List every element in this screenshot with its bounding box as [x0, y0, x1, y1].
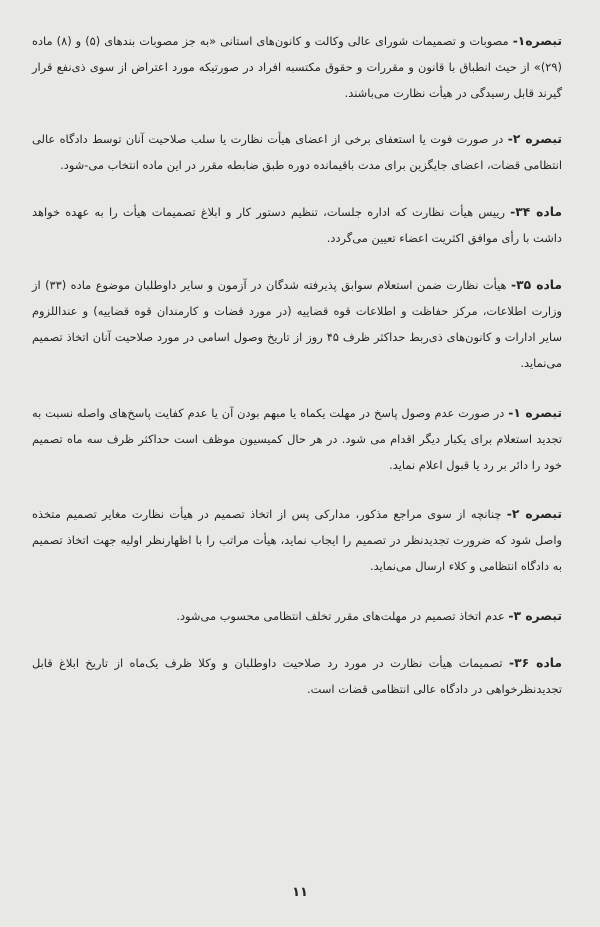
paragraph-text: در صورت عدم وصول پاسخ در مهلت یکماه یا مبهم بودن آن یا عدم کفایت پاسخ‌های واصله نسبت به تجدید استعلام برای یکبار دیگر اقدام می شود. در هر حال کمیسیون موظف است حداکثر ظرف سه ماه تصمیم خود را دائر بر رد یا قبول اعلام نماید. — [32, 406, 562, 472]
paragraph-article-35-note-1 — [32, 400, 562, 478]
paragraph-note-2 — [32, 126, 562, 178]
paragraph-text: تصمیمات هیأت نظارت در مورد رد صلاحیت داوطلبان و وکلا ظرف یک‌ماه از تاریخ ابلاغ قابل تجدیدنظرخواهی در دادگاه عالی انتظامی قضات است. — [32, 656, 562, 696]
paragraph-label: تبصره ۲- — [507, 132, 562, 146]
paragraph-article-35 — [32, 272, 562, 376]
paragraph-label: ماده ۳۵- — [510, 278, 563, 292]
paragraph-text: هیأت نظارت ضمن استعلام سوابق پذیرفته شدگان در آزمون و سایر داوطلبان موضوع ماده (۳۳) از وزارت اطلاعات، مرکز حفاظت و اطلاعات قوه قضاییه (در مورد قضات و کارمندان قوه قضاییه) و عنداللزوم سایر ادارات و کانون‌های ذی‌ربط حداکثر ظرف ۴۵ روز از تاریخ وصول اسامی در مورد صلاحیت آنان اتخاذ تصمیم می‌نماید. — [32, 278, 562, 370]
paragraph-label: ماده ۳۶- — [509, 656, 562, 670]
paragraph-label: تبصره۱- — [512, 34, 562, 48]
paragraph-text: رییس هیأت نظارت که اداره جلسات، تنظیم دستور کار و ابلاغ تصمیمات هیأت را به عهده خواهد داشت با رأی موافق اکثریت اعضاء تعیین می‌گردد. — [32, 205, 562, 245]
paragraph-text: مصوبات و تصمیمات شورای عالی وکالت و کانون‌های استانی «به جز مصوبات بندهای (۵) و (۸) ماده (۲۹)» از حیث انطباق با قانون و مقررات و حقوق مکتسبه افراد در صورتیکه مورد اعتراض از سوی ذی‌نفع قرار گیرند قابل رسیدگی در هیأت نظارت می‌باشند. — [32, 34, 562, 100]
paragraph-text: عدم اتخاذ تصمیم در مهلت‌های مقرر تخلف انتظامی محسوب می‌شود. — [176, 609, 509, 623]
paragraph-note-1 — [32, 28, 562, 106]
page-number: ۱۱ — [292, 885, 308, 900]
paragraph-text: چنانچه از سوی مراجع مذکور، مدارکی پس از اتخاذ تصمیم در هیأت نظارت مغایر تصمیم متخذه واصل شود که ضرورت تجدیدنظر در تصمیم را ایجاب نماید، هیأت مراتب را با اظهارنظر اولیه جهت اتخاذ تصمیم به دادگاه انتظامی و کلاء ارسال می‌نماید. — [32, 507, 562, 573]
paragraph-label: تبصره ۲- — [506, 507, 562, 521]
paragraph-text: در صورت فوت یا استعفای برخی از اعضای هیأت نظارت یا سلب صلاحیت آنان توسط دادگاه عالی انتظامی قضات، اعضای جایگزین برای مدت باقیمانده دوره طبق ضابطه مقرر در این ماده انتخاب می-شود. — [32, 132, 562, 172]
paragraph-article-35-note-3 — [32, 603, 562, 629]
paragraph-article-35-note-2 — [32, 501, 562, 579]
paragraph-label: ماده ۳۴- — [510, 205, 562, 219]
paragraph-label: تبصره ۳- — [508, 609, 562, 623]
paragraph-article-36 — [32, 650, 562, 702]
paragraph-article-34 — [32, 199, 562, 251]
paragraph-label: تبصره ۱- — [508, 406, 562, 420]
